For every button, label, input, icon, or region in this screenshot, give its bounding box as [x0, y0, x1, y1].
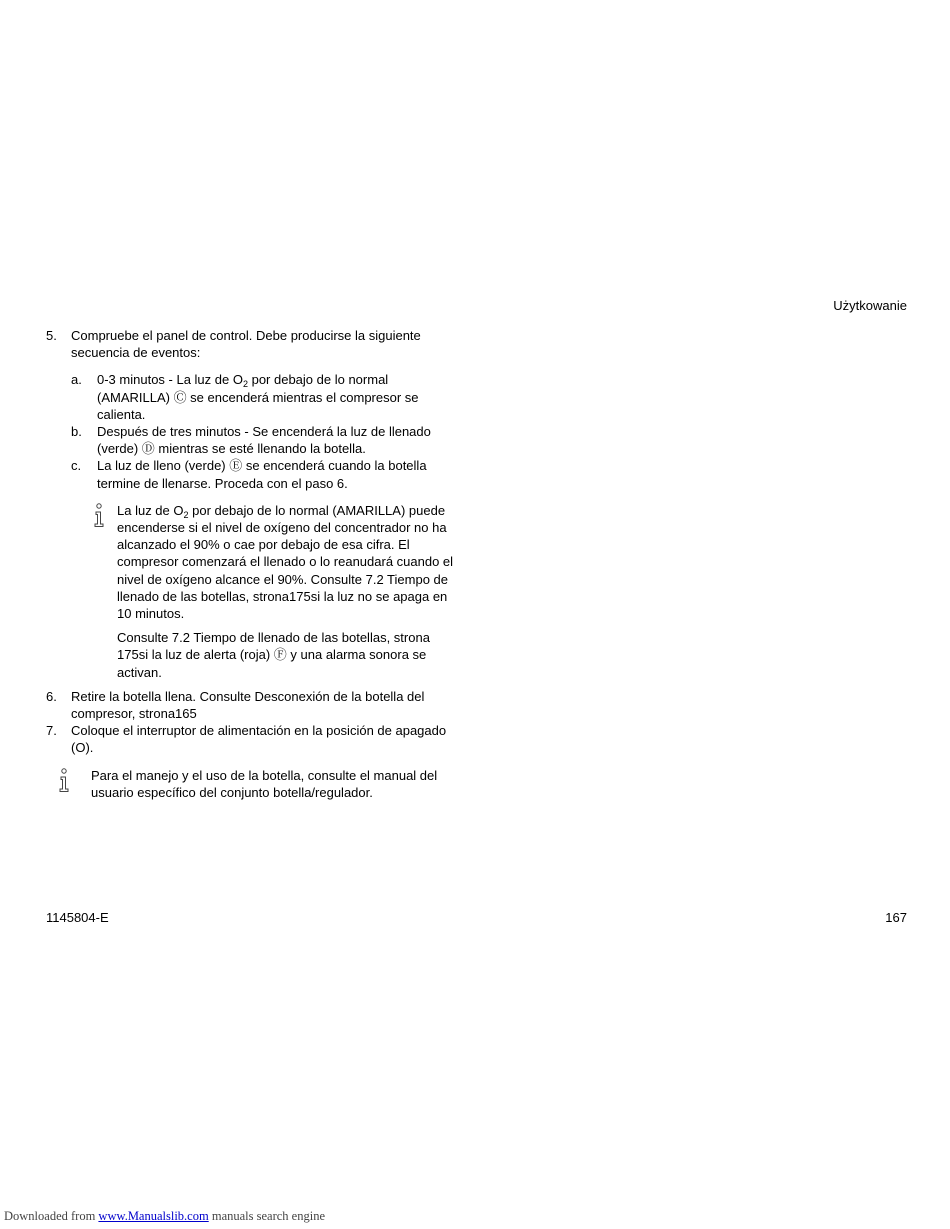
download-prefix: Downloaded from	[4, 1209, 99, 1223]
section-header: Użytkowanie	[833, 298, 907, 313]
substep-letter: c.	[71, 458, 82, 474]
step-number: 6.	[46, 688, 57, 704]
substep-a	[71, 371, 456, 423]
step-text: Retire la botella llena. Consulte Desconexión de la botella del compresor, strona165	[71, 688, 425, 722]
step-5	[46, 327, 456, 361]
step-number: 5.	[46, 328, 57, 343]
note-paragraph: Consulte 7.2 Tiempo de llenado de las botellas, strona 175si la luz de alerta (roja) Ⓕ y una alarma sonora se activan.	[117, 630, 430, 680]
info-icon	[81, 502, 117, 681]
manualslib-link[interactable]: www.Manualslib.com	[98, 1209, 209, 1223]
step-7	[46, 722, 456, 756]
download-suffix: manuals search engine	[208, 1209, 325, 1223]
step-text: Compruebe el panel de control. Debe producirse la siguiente secuencia de eventos:	[71, 328, 421, 361]
info-icon	[46, 767, 91, 801]
substep-b	[71, 423, 456, 457]
step-number: 7.	[46, 723, 57, 739]
step-6	[46, 688, 456, 722]
final-info-note	[46, 767, 456, 801]
note-paragraph: La luz de $O_2$ por debajo de lo normal (AMARILLA) puede encenderse si el nivel de oxígeno del concentrador no ha alcanzado el 90% o cae por debajo de esa cifra. El compresor comenzará el llenado o lo reanudará cuando el nivel de oxígeno alcance el 90%. Consulte 7.2 Tiempo de llenado de las botellas, strona175si la luz no se apaga en 10 minutos.	[117, 502, 454, 622]
substep-text: Después de tres minutos - Se encenderá la luz de llenado (verde) Ⓓ mientras se esté llenando la botella.	[97, 424, 431, 457]
download-source-bar	[4, 1208, 325, 1225]
step-text: Coloque el interruptor de alimentación en la posición de apagado (O).	[71, 723, 447, 756]
instructions	[46, 327, 456, 801]
page-number: 167	[885, 910, 907, 925]
info-note	[81, 502, 456, 681]
substep-letter: a.	[71, 372, 82, 388]
substep-c	[71, 457, 456, 491]
substep-text: La luz de lleno (verde) Ⓔ se encenderá cuando la botella termine de llenarse. Proceda con el paso 6.	[97, 458, 427, 491]
note-paragraph: Para el manejo y el uso de la botella, consulte el manual del usuario específico del conjunto botella/regulador.	[91, 767, 438, 800]
substep-letter: b.	[71, 424, 82, 440]
substep-text: 0-3 minutos - La luz de $O_2$ por debajo de lo normal (AMARILLA) Ⓒ se encenderá mientras el compresor se calienta.	[97, 372, 419, 422]
document-number: 1145804-E	[46, 910, 109, 925]
